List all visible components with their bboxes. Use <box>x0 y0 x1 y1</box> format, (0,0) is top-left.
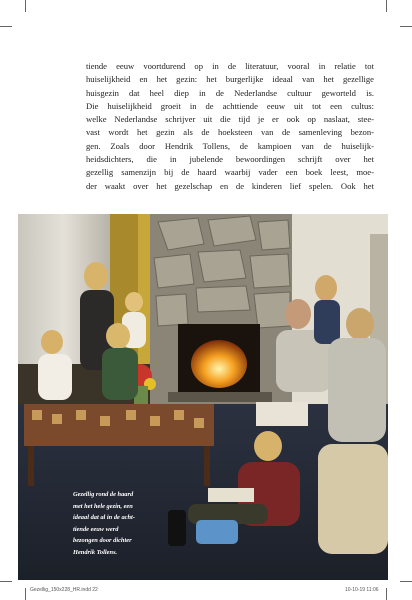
crop-mark <box>0 581 12 582</box>
crop-mark <box>400 581 412 582</box>
crop-mark <box>0 26 12 27</box>
body-line: gezellig samenzijn bij de haard waarbij vader een boek leest, moe- <box>86 167 374 178</box>
crop-mark <box>25 588 26 600</box>
crop-mark <box>400 26 412 27</box>
body-line: gen. Zoals door Hendrik Tollens, de kampioen van de huiselijk- <box>86 140 374 151</box>
body-line: vast wordt het gezin als de hoeksteen van de samenleving bezon- <box>86 127 374 138</box>
body-line: huisgezin dat heel diep in de Nederlandse cultuur geworteld is. <box>86 87 374 98</box>
caption-line: ideaal dat al in de acht- <box>73 514 135 521</box>
body-line: Die huiselijkheid groeit in de achttiende eeuw uit tot een cultus: <box>86 100 374 111</box>
caption-line: tiende eeuw werd <box>73 525 119 533</box>
body-paragraph <box>86 60 374 193</box>
caption-line: bezongen door dichter <box>73 537 132 544</box>
caption-line: met het hele gezin, een <box>73 502 133 510</box>
caption-line: Gezellig rond de haard <box>73 491 134 498</box>
body-line: welke Nederlandse schrijver uit die tijd je er ook op naslaat, stee- <box>86 114 374 125</box>
caption-line: Hendrik Tollens. <box>73 548 118 556</box>
crop-mark <box>386 0 387 12</box>
body-line: heidsdichters, die in jubelende bewoordingen schrijft over het <box>86 154 374 165</box>
crop-mark <box>25 0 26 12</box>
footer-date-slug: 10-10-19 11:06 <box>345 587 379 593</box>
photo-caption <box>73 489 157 558</box>
footer-file-slug: Gezellig_150x228_HR.indd 22 <box>30 587 98 593</box>
body-line: der waakt over het gezelschap en de kinderen lief spelen. Ook het <box>86 180 374 191</box>
body-line: huiselijkheid en het gezin: het burgerlijke ideaal van het gezellige <box>86 74 374 85</box>
crop-mark <box>386 588 387 600</box>
body-line: tiende eeuw voortdurend op in de literatuur, vooral in relatie tot <box>86 61 374 71</box>
